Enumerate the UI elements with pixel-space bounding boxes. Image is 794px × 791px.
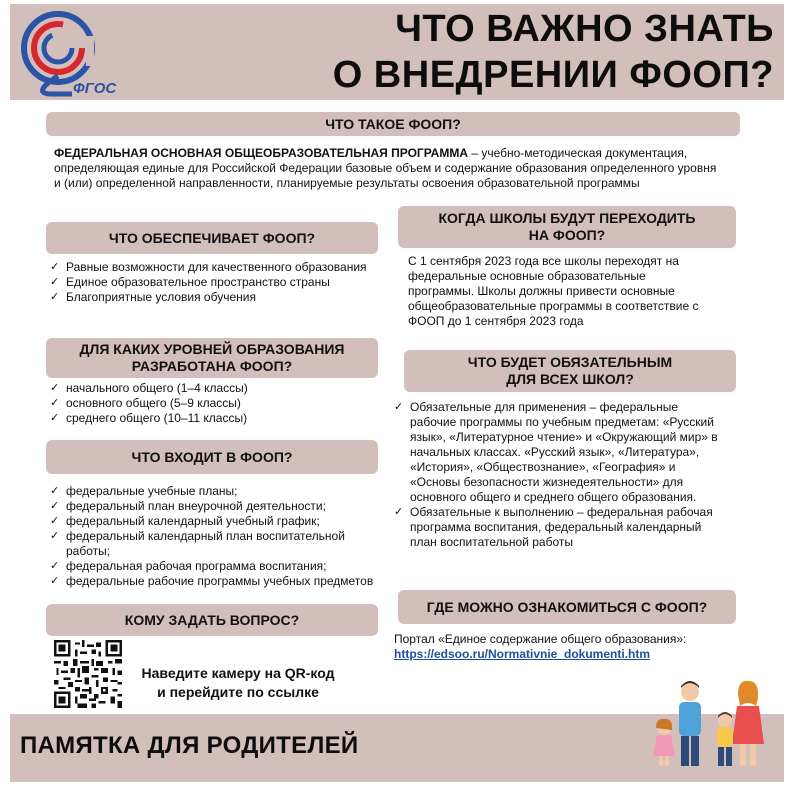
qr-code-icon[interactable] [54, 640, 122, 708]
list-item: ✓ Благоприятные условия обучения [50, 290, 256, 304]
levels-header: ДЛЯ КАКИХ УРОВНЕЙ ОБРАЗОВАНИЯ РАЗРАБОТАНА ФООП? [46, 338, 378, 378]
transition-text: С 1 сентября 2023 года все школы переходят на федеральные основные образовательные программы. Школы должны привести основные общеобразовательные программы в соответствие с ФООП до 1 сентября 2023 года [408, 254, 699, 328]
what-is-definition [54, 146, 724, 191]
list-item: ✓ федеральная рабочая программа воспитания; [50, 559, 327, 573]
list-item: ✓ Обязательные для применения – федеральные рабочие программы по учебным предметам: «Русский язык», «Литературное чтение» и «Окружающий мир» в начальных классах. «Русский язык», «Литература», «История», «Обществознание», «География» и «Основы безопасности жизнедеятельности» для основного общего и среднего общего образования. [394, 400, 718, 504]
portal-info [394, 632, 686, 662]
logo-text: ФГОС [73, 80, 117, 97]
page-title-line1: ЧТО ВАЖНО ЗНАТЬ [395, 8, 774, 50]
qr-caption: Наведите камеру на QR-код и перейдите по ссылке [141, 665, 335, 700]
list-item: ✓ Обязательные к выполнению – федеральная рабочая программа воспитания, федеральный календарный план воспитательной работы [394, 505, 713, 549]
check-icon: ✓ [50, 485, 60, 497]
list-item: ✓ федеральные учебные планы; [50, 484, 238, 498]
ask-header: КОМУ ЗАДАТЬ ВОПРОС? [46, 604, 378, 636]
check-icon: ✓ [50, 500, 60, 512]
list-item: ✓ федеральные рабочие программы учебных предметов [50, 574, 374, 588]
check-icon: ✓ [50, 276, 60, 288]
footer-title: ПАМЯТКА ДЛЯ РОДИТЕЛЕЙ [20, 732, 359, 759]
what-is-definition-text: – учебно-методическая документация, определяющая единые для Российской Федерации базовые объем и содержание образования определенного уровня и (или) определенной направленности, планируемые результаты освоения образовательной программы [54, 146, 717, 190]
check-icon: ✓ [50, 382, 60, 394]
provides-header: ЧТО ОБЕСПЕЧИВАЕТ ФООП? [46, 222, 378, 254]
what-is-header: ЧТО ТАКОЕ ФООП? [46, 112, 740, 136]
list-item: ✓ федеральный календарный план воспитательной работы; [50, 529, 345, 558]
check-icon: ✓ [394, 506, 404, 518]
includes-list [48, 484, 390, 589]
page-title-line2: О ВНЕДРЕНИИ ФООП? [332, 54, 774, 96]
list-item: ✓ Единое образовательное пространство страны [50, 275, 330, 289]
list-item: ✓ федеральный план внеурочной деятельности; [50, 499, 326, 513]
what-is-term: ФЕДЕРАЛЬНАЯ ОСНОВНАЯ ОБЩЕОБРАЗОВАТЕЛЬНАЯ ПРОГРАММА [54, 146, 468, 160]
check-icon: ✓ [394, 401, 404, 413]
mandatory-list [392, 400, 724, 550]
list-item: ✓ федеральный календарный учебный график; [50, 514, 320, 528]
family-illustration-icon [648, 676, 776, 768]
list-item: ✓ основного общего (5–9 классы) [50, 396, 241, 410]
check-icon: ✓ [50, 291, 60, 303]
check-icon: ✓ [50, 515, 60, 527]
list-item: ✓ начального общего (1–4 классы) [50, 381, 248, 395]
portal-text: Портал «Единое содержание общего образования»: [394, 632, 687, 646]
check-icon: ✓ [50, 575, 60, 587]
check-icon: ✓ [50, 412, 60, 424]
page-title [333, 6, 774, 98]
mandatory-header: ЧТО БУДЕТ ОБЯЗАТЕЛЬНЫМ ДЛЯ ВСЕХ ШКОЛ? [404, 350, 736, 392]
list-item: ✓ среднего общего (10–11 классы) [50, 411, 248, 425]
transition-header: КОГДА ШКОЛЫ БУДУТ ПЕРЕХОДИТЬ НА ФООП? [398, 206, 736, 248]
provides-list [48, 260, 368, 305]
check-icon: ✓ [50, 530, 60, 542]
check-icon: ✓ [50, 397, 60, 409]
check-icon: ✓ [50, 261, 60, 273]
includes-header: ЧТО ВХОДИТ В ФООП? [46, 440, 378, 474]
check-icon: ✓ [50, 560, 60, 572]
list-item: ✓ Равные возможности для качественного образования [50, 260, 367, 274]
where-header: ГДЕ МОЖНО ОЗНАКОМИТЬСЯ С ФООП? [398, 590, 736, 624]
portal-link[interactable]: https://edsoo.ru/Normativnie_dokumenti.htm [394, 647, 651, 661]
levels-list [48, 381, 368, 426]
